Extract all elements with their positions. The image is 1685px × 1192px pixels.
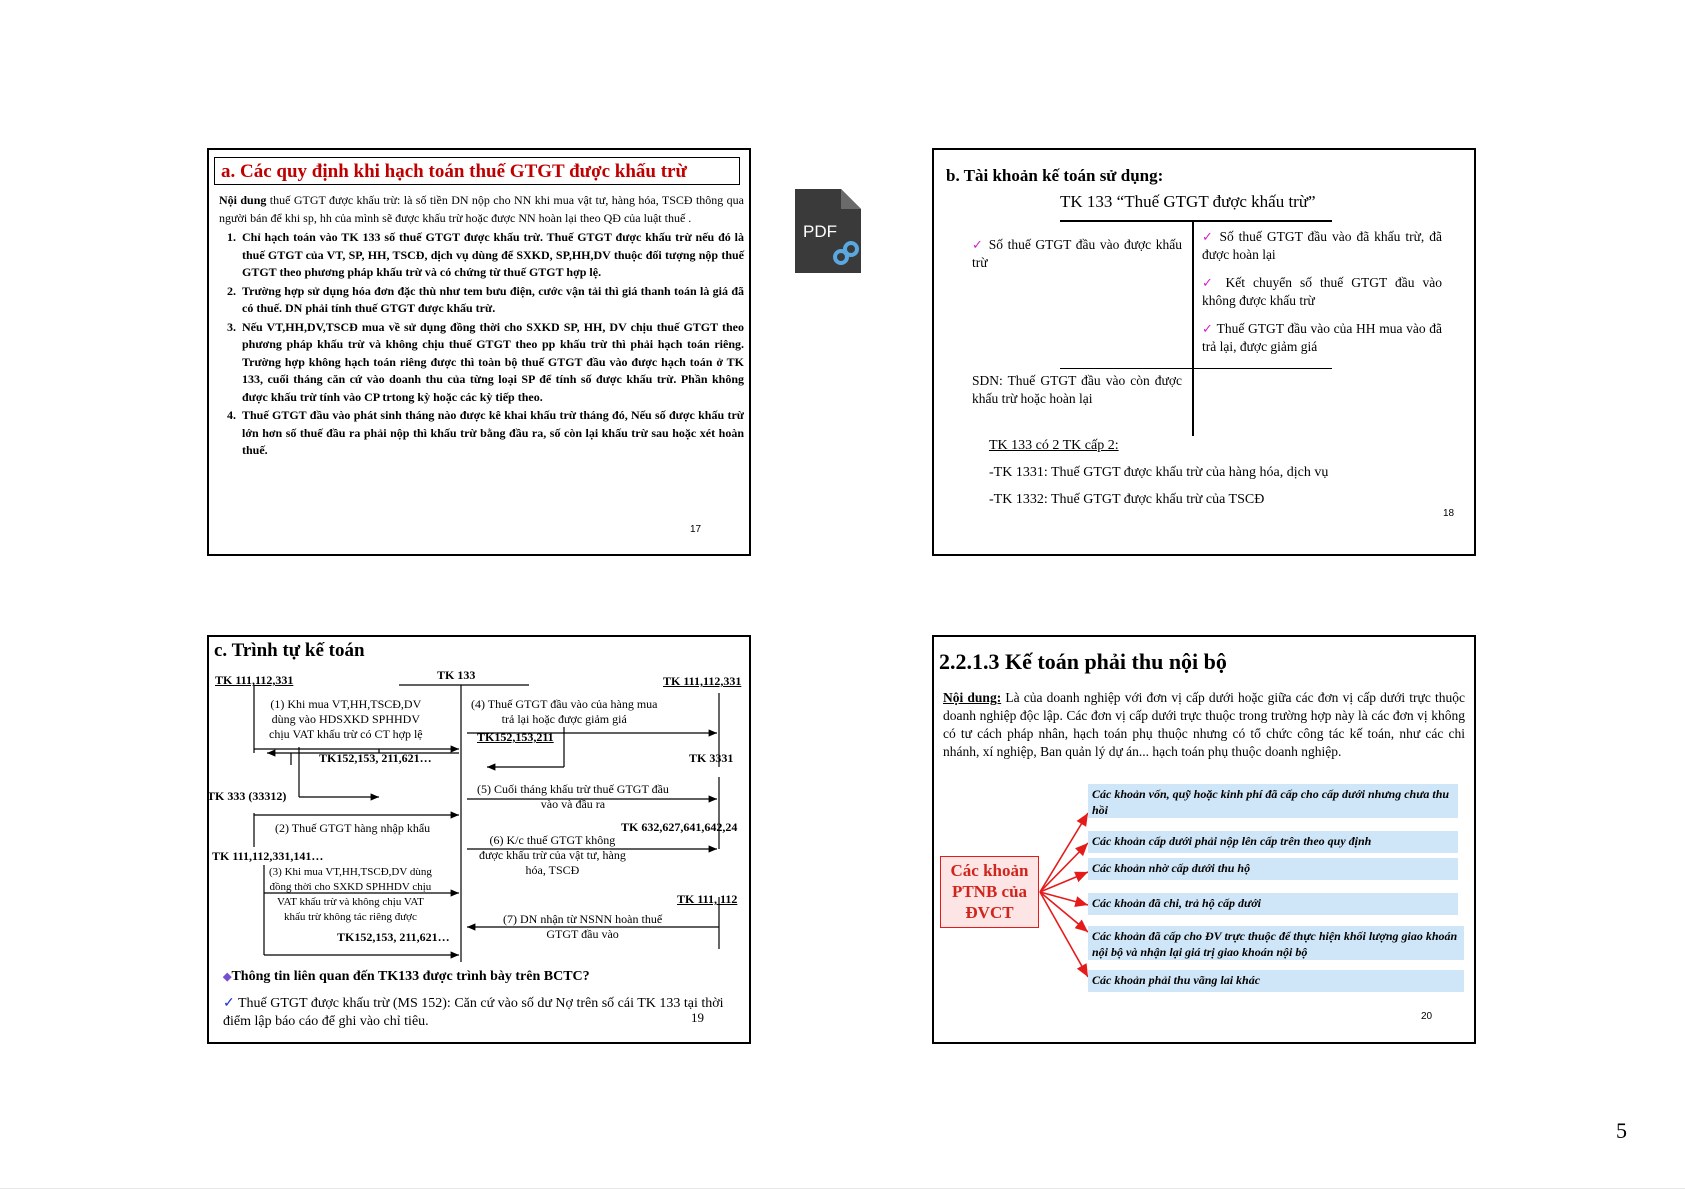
flow-step-3: (3) Khi mua VT,HH,TSCĐ,DV dùng đồng thời cho SXKD SPHHDV chịu VAT khấu trừ và không chịu VAT khấu trừ không tác riêng được: [269, 866, 432, 923]
flow-step-4: (4) Thuế GTGT đầu vào của hàng mua trả lại hoặc được giảm giá: [471, 697, 658, 726]
t-account-balance-line: [1060, 368, 1332, 369]
balance-text: SDN: Thuế GTGT đầu vào còn được khấu trừ hoặc hoàn lại: [972, 373, 1182, 406]
debit-side: ✓ Số thuế GTGT đầu vào được khấu trừ: [972, 237, 1182, 270]
flow-step-7: (7) DN nhận từ NSNN hoàn thuế GTGT đầu vào: [503, 912, 663, 941]
receivable-item: Các khoản vốn, quỹ hoặc kinh phí đã cấp cho cấp dưới nhưng chưa thu hồi: [1088, 784, 1458, 818]
center-concept-box: Các khoản PTNB của ĐVCT: [940, 856, 1039, 928]
rules-list: [219, 229, 744, 460]
account-label: TK 333 (33312): [207, 789, 287, 803]
list-item: 3. Nếu VT,HH,DV,TSCĐ mua về sử dụng đồng thời cho SXKD SP, HH, DV chịu thuế GTGT theo phương pháp khấu trừ và không chịu thuế GTGT theo pp khấu trừ thì phải hạch toán riêng. Trường hợp không hạch toán riêng được thì toàn bộ thuế GTGT đầu vào được hạch toán ở TK 133, cuối tháng căn cứ vào doanh thu của từng loại SP để tính số được khấu trừ. Phần không được khấu trừ tính vào CP trtong kỳ hoặc các kỳ tiếp theo.: [239, 319, 744, 407]
t-account-top-line: [1060, 220, 1332, 222]
slide-title: c. Trình tự kế toán: [214, 640, 365, 661]
intro-label: Nội dung:: [943, 690, 1002, 705]
slide-title: 2.2.1.3 Kế toán phải thu nội bộ: [939, 649, 1227, 674]
intro-text: thuế GTGT được khấu trừ: là số tiền DN nộp cho NN khi mua vật tư, hàng hóa, TSCĐ thông qua người bán để khi sp, hh của mình sẽ được khấu trừ hoặc được NN hoàn lại theo QĐ của luật thuế .: [219, 193, 744, 225]
flow-step-1: (1) Khi mua VT,HH,TSCĐ,DV dùng vào HDSXKD SPHHDV chịu VAT khấu trừ có CT hợp lệ: [269, 697, 423, 741]
receivable-item: Các khoản đã cấp cho ĐV trực thuộc để thực hiện khối lượng giao khoán nội bộ và nhận lại giá trị giao khoán nội bộ: [1088, 926, 1464, 960]
account-label: TK152,153,211: [477, 730, 554, 744]
account-label: TK152,153, 211,621…: [319, 751, 432, 765]
sub-account-1332: -TK 1332: Thuế GTGT được khấu trừ của TSCĐ: [989, 492, 1265, 507]
credit-item: ✓ Kết chuyển số thuế GTGT đầu vào không được khấu trừ: [1202, 275, 1442, 308]
checkmark-icon: ✓: [223, 996, 235, 1011]
slide-17: [207, 148, 751, 556]
account-label: TK 111, 112: [677, 892, 738, 906]
slide-page-number: 17: [690, 524, 702, 535]
pdf-link-icon[interactable]: [793, 187, 863, 275]
flow-step-2: (2) Thuế GTGT hàng nhập khẩu: [275, 821, 431, 835]
pdf-label: PDF: [803, 222, 837, 241]
account-label: TK 111,112,331: [663, 674, 742, 688]
checkmark-icon: ✓: [1202, 275, 1218, 290]
intro-label: Nội dung: [219, 193, 267, 207]
list-item: 1. Chỉ hạch toán vào TK 133 số thuế GTGT được khấu trừ. Thuế GTGT được khấu trừ nếu đó là thuế GTGT của VT, SP, HH, TSCĐ, dịch vụ dùng để SXKD, SP,HH,DV thuộc đối tượng nộp thuế GTGT theo phương pháp khấu trừ và có chứng từ thuế GTGT hợp lệ.: [239, 229, 744, 282]
note-heading: ◆Thông tin liên quan đến TK133 được trình bày trên BCTC?: [223, 969, 590, 984]
receivable-item: Các khoản cấp dưới phải nộp lên cấp trên theo quy định: [1088, 831, 1458, 853]
slide-title: a. Các quy định khi hạch toán thuế GTGT được khấu trừ: [214, 157, 740, 185]
account-label: TK152,153, 211,621…: [337, 930, 450, 944]
list-item: 4. Thuế GTGT đầu vào phát sinh tháng nào được kê khai khấu trừ tháng đó, Nếu số được khấu trừ lớn hơn số thuế đầu ra phải nộp thì khấu trừ bằng đầu ra, số còn lại khấu trừ sau hoặc xét hoàn thuế.: [239, 407, 744, 460]
slide-page-number: 18: [1443, 508, 1455, 519]
note-body: ✓ Thuế GTGT được khấu trừ (MS 152): Căn cứ vào số dư Nợ trên số cái TK 133 tại thời điểm lập báo cáo để ghi vào chỉ tiêu.: [223, 996, 724, 1029]
slide-18: [932, 148, 1476, 556]
credit-item: ✓ Thuế GTGT đầu vào của HH mua vào đã trả lại, được giảm giá: [1202, 321, 1442, 354]
flow-step-6: (6) K/c thuế GTGT không được khấu trừ của vật tư, hàng hóa, TSCĐ: [479, 833, 626, 877]
slide-page-number: 20: [1421, 1011, 1433, 1022]
page-number: 5: [1616, 1118, 1627, 1143]
account-label: TK 3331: [689, 751, 734, 765]
credit-item: ✓ Số thuế GTGT đầu vào đã khấu trừ, đã được hoàn lại: [1202, 229, 1442, 262]
t-account-center-line: [1192, 220, 1194, 436]
account-label: TK 111,112,331,141…: [212, 849, 324, 863]
slide-title: b. Tài khoản kế toán sử dụng:: [946, 166, 1164, 185]
slide-body: [219, 192, 744, 461]
slide-page-number: 19: [691, 1010, 704, 1025]
slide-19: [207, 635, 751, 1044]
account-title: TK 133 “Thuế GTGT được khấu trừ”: [1060, 192, 1316, 211]
intro-text: Là của doanh nghiệp với đơn vị cấp dưới hoặc giữa các đơn vị cấp dưới trực thuộc doanh nghiệp độc lập. Các đơn vị cấp dưới trực thuộc trong trường hợp này là các đơn vị không có tư cách pháp nhân, hạch toán phụ thuộc nhưng có tổ chức công tác kế toán, như các chi nhánh, xí nghiệp, Ban quản lý dự án... hạch toán phụ thuộc doanh nghiệp.: [943, 690, 1465, 759]
flow-step-5: (5) Cuối tháng khấu trừ thuế GTGT đầu vào và đầu ra: [477, 782, 669, 811]
account-label: TK 632,627,641,642,24: [621, 820, 738, 834]
receivable-item: Các khoản nhờ cấp dưới thu hộ: [1088, 858, 1458, 880]
receivable-item: Các khoản đã chi, trả hộ cấp dưới: [1088, 893, 1458, 915]
checkmark-icon: ✓: [1202, 321, 1214, 336]
account-label: TK 133: [437, 668, 476, 682]
divider: [0, 1188, 1685, 1189]
account-label: TK 111,112,331: [215, 673, 294, 687]
checkmark-icon: ✓: [1202, 229, 1215, 244]
sub-account-1331: -TK 1331: Thuế GTGT được khấu trừ của hàng hóa, dịch vụ: [989, 465, 1329, 480]
diamond-bullet-icon: ◆: [223, 971, 232, 983]
checkmark-icon: ✓: [972, 237, 985, 252]
sub-accounts-heading: TK 133 có 2 TK cấp 2:: [989, 438, 1119, 453]
list-item: 2. Trường hợp sử dụng hóa đơn đặc thù như tem bưu điện, cước vận tải thì giá thanh toán là giá đã có thuế. DN phải tính thuế GTGT được khấu trừ.: [239, 283, 744, 318]
slide-20: [932, 635, 1476, 1044]
receivable-item: Các khoản phải thu vãng lai khác: [1088, 970, 1464, 992]
